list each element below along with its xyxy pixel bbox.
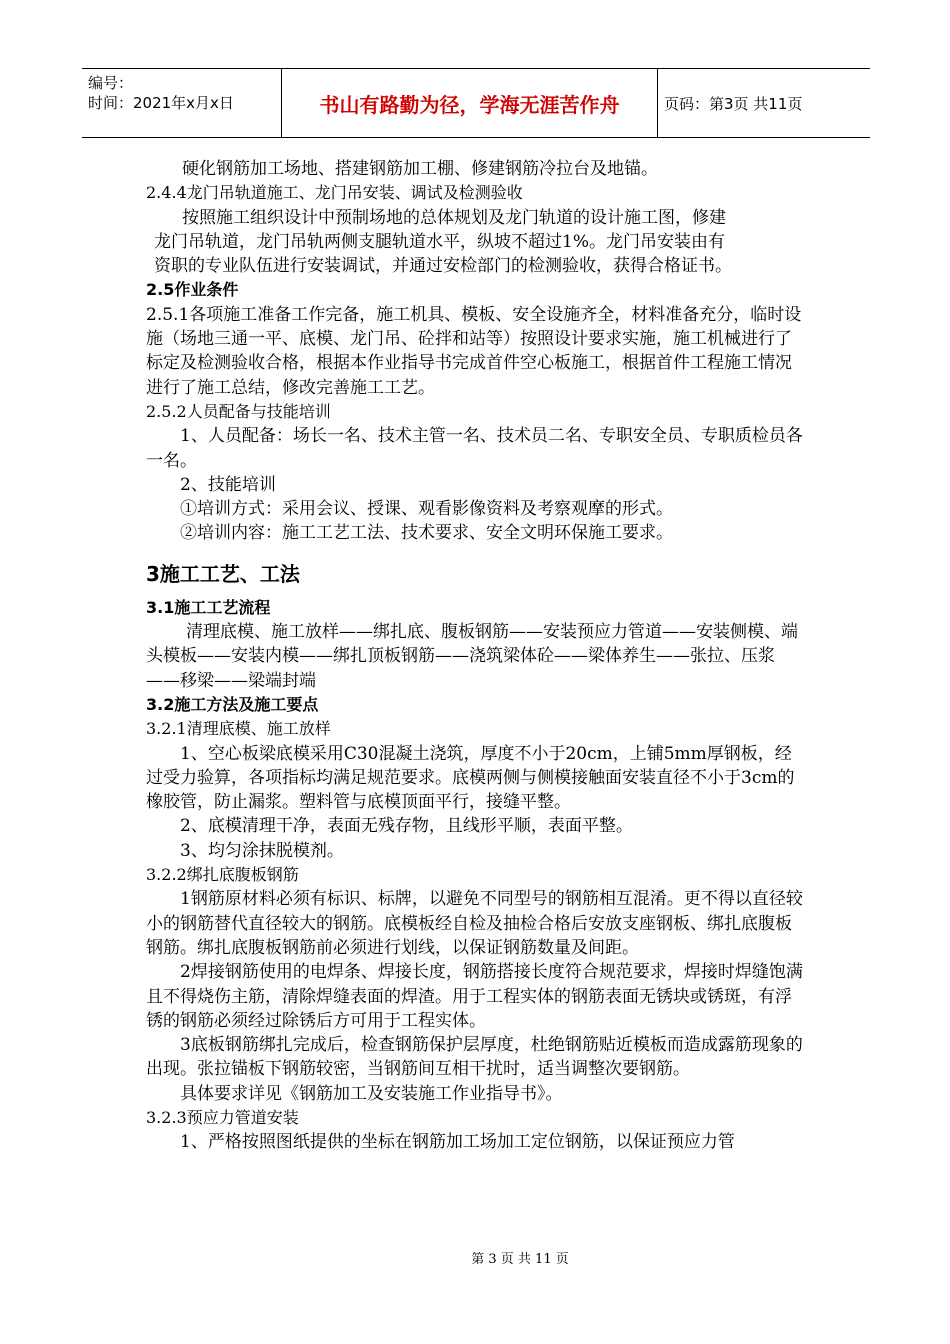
- document-time-label: 时间：2021年x月x日: [88, 94, 234, 112]
- section-heading-2-5: 2.5作业条件: [146, 280, 239, 300]
- page-footer: 第 3 页 共 11 页: [471, 1252, 569, 1267]
- paragraph: 3、均匀涂抹脱模剂。: [180, 840, 344, 861]
- section-heading-2-4-4: 2.4.4龙门吊轨道施工、龙门吊安装、调试及检测验收: [146, 183, 523, 203]
- page-header: [82, 68, 870, 138]
- header-page-info: 页码：第3页 共11页: [664, 94, 803, 113]
- paragraph: 1、空心板梁底模采用C30混凝土浇筑，厚度不小于20cm，上铺5mm厚钢板，经过受力验算，各项指标均满足规范要求。底模两侧与侧模接触面安装直径不小于3cm的橡胶管，防止漏浆。塑料管与底模顶面平行，接缝平整。: [146, 743, 795, 813]
- paragraph: 1、人员配备：场长一名、技术主管一名、技术员二名、专职安全员、专职质检员各一名。: [146, 426, 803, 471]
- chapter-heading-3: 3施工工艺、工法: [146, 561, 300, 586]
- paragraph: 1钢筋原材料必须有标识、标牌，以避免不同型号的钢筋相互混淆。更不得以直径较小的钢筋替代直径较大的钢筋。底模板经自检及抽检合格后安放支座钢板、绑扎底腹板钢筋。绑扎底腹板钢筋前必须进行划线，以保证钢筋数量及间距。: [146, 889, 803, 958]
- section-heading-3-1: 3.1施工工艺流程: [146, 597, 271, 617]
- paragraph: 1、严格按照图纸提供的坐标在钢筋加工场加工定位钢筋，以保证预应力管: [180, 1132, 735, 1153]
- header-meta: [82, 69, 282, 137]
- section-heading-3-2-2: 3.2.2绑扎底腹板钢筋: [146, 865, 299, 885]
- section-heading-3-2-1: 3.2.1清理底模、施工放样: [146, 719, 331, 739]
- section-heading-3-2: 3.2施工方法及施工要点: [146, 694, 319, 714]
- paragraph: 3底板钢筋绑扎完成后，检查钢筋保护层厚度，杜绝钢筋贴近模板而造成露筋现象的出现。张拉锚板下钢筋较密，当钢筋间互相干扰时，适当调整次要钢筋。: [146, 1035, 803, 1080]
- section-heading-2-5-2: 2.5.2人员配备与技能培训: [146, 401, 331, 421]
- paragraph: 2.5.1各项施工准备工作完备，施工机具、模板、安全设施齐全，材料准备充分，临时设施（场地三通一平、底模、龙门吊、砼拌和站等）按照设计要求实施，施工机械进行了标定及检测验收合格，根据本作业指导书完成首件空心板施工，根据首件工程施工情况进行了施工总结，修改完善施工工艺。: [146, 304, 802, 398]
- document-number-label: 编号：: [88, 74, 134, 92]
- paragraph: 龙门吊轨道，龙门吊轨两侧支腿轨道水平，纵坡不超过1%。龙门吊安装由有: [154, 231, 725, 252]
- paragraph: 具体要求详见《钢筋加工及安装施工作业指导书》。: [180, 1083, 563, 1104]
- paragraph: 2焊接钢筋使用的电焊条、焊接长度，钢筋搭接长度符合规范要求，焊接时焊缝饱满且不得烧伤主筋，清除焊缝表面的焊渣。用于工程实体的钢筋表面无锈块或锈斑，有浮锈的钢筋必须经过除锈后方可用于工程实体。: [146, 962, 803, 1031]
- paragraph: 清理底模、施工放样——绑扎底、腹板钢筋——安装预应力管道——安装侧模、端头模板——安装内模——绑扎顶板钢筋——浇筑梁体砼——梁体养生——张拉、压浆——移梁——梁端封端: [146, 622, 798, 691]
- paragraph: 硬化钢筋加工场地、搭建钢筋加工棚、修建钢筋冷拉台及地锚。: [182, 159, 658, 179]
- paragraph: 资职的专业队伍进行安装调试，并通过安检部门的检测验收，获得合格证书。: [154, 256, 732, 277]
- paragraph: 2、底模清理干净，表面无残存物，且线形平顺，表面平整。: [180, 816, 633, 837]
- paragraph: 按照施工组织设计中预制场地的总体规划及龙门轨道的设计施工图，修建: [182, 207, 726, 228]
- section-heading-3-2-3: 3.2.3预应力管道安装: [146, 1107, 299, 1127]
- paragraph: ②培训内容：施工工艺工法、技术要求、安全文明环保施工要求。: [180, 523, 673, 544]
- document-body: [146, 157, 806, 1155]
- header-motto: 书山有路勤为径，学海无涯苦作舟: [282, 69, 658, 137]
- paragraph: ①培训方式：采用会议、授课、观看影像资料及考察观摩的形式。: [180, 499, 673, 520]
- paragraph: 2、技能培训: [180, 474, 276, 495]
